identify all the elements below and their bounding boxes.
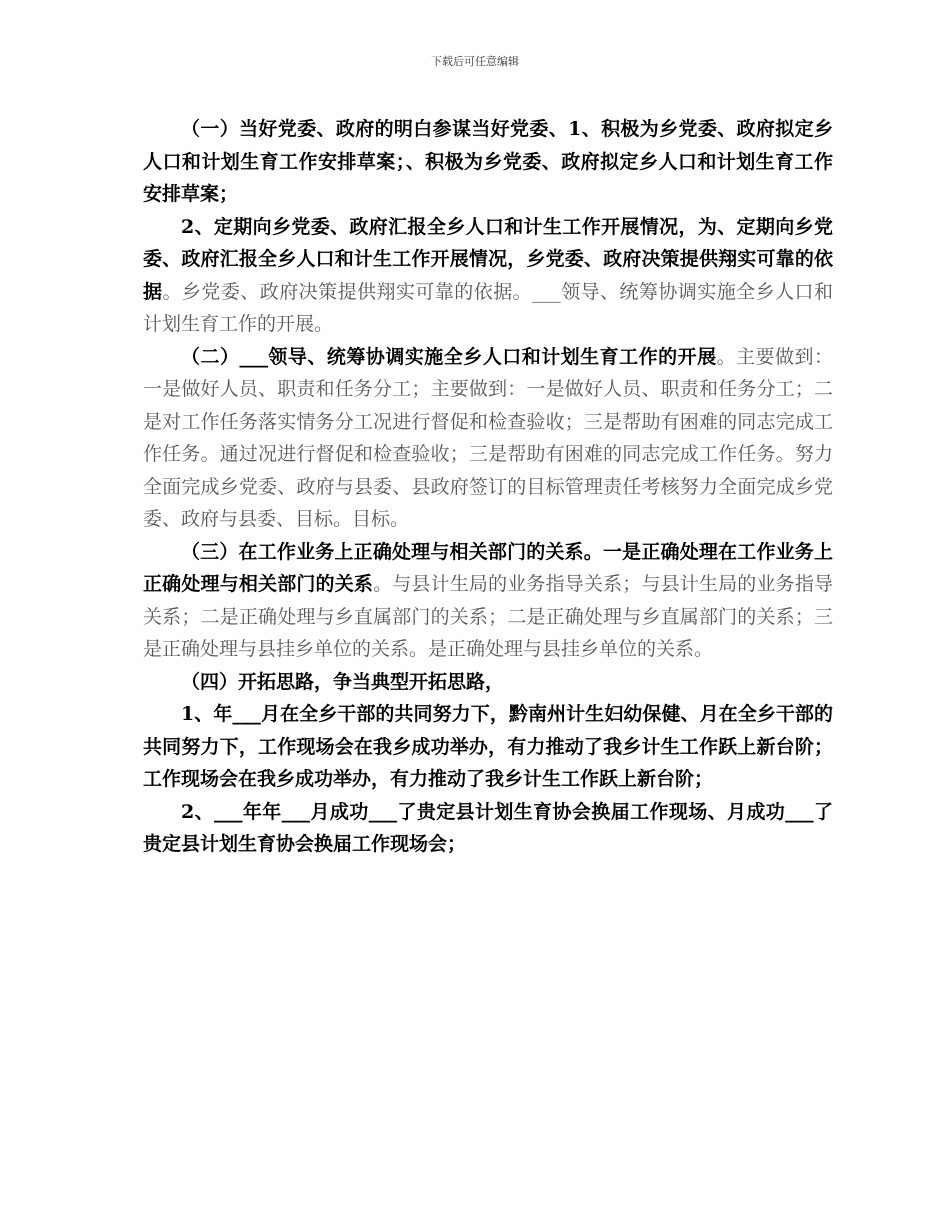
paragraph-5-bold: （四）开拓思路，争当典型开拓思路， [181,670,505,693]
paragraph-7 [143,796,833,861]
paragraph-4 [143,536,833,666]
document-body [143,113,833,861]
paragraph-1-bold: （一）当好党委、政府的明白参谋当好党委、1、积极为乡党委、政府拟定乡人口和计划生育工作安排草案；、积极为乡党委、政府拟定乡人口和计划生育工作安排草案； [143,118,833,205]
paragraph-7-bold: 2、___年年___月成功___了贵定县计划生育协会换届工作现场、月成功___了贵定县计划生育协会换届工作现场会； [143,800,833,855]
paragraph-3 [143,341,833,536]
paragraph-5 [143,666,833,699]
paragraph-2-light: 。乡党委、政府决策提供翔实可靠的依据。___领导、统筹协调实施全乡人口和计划生育工作的开展。 [143,280,833,335]
paragraph-6-bold: 1、年___月在全乡干部的共同努力下，黔南州计生妇幼保健、月在全乡干部的共同努力下，工作现场会在我乡成功举办，有力推动了我乡计生工作跃上新台阶；工作现场会在我乡成功举办，有力推动了我乡计生工作跃上新台阶； [143,703,833,790]
paragraph-2 [143,211,833,341]
paragraph-3-light: 。主要做到：一是做好人员、职责和任务分工；主要做到：一是做好人员、职责和任务分工；二是对工作任务落实情务分工况进行督促和检查验收；三是帮助有困难的同志完成工作任务。通过况进行督促和检查验收；三是帮助有困难的同志完成工作任务。努力全面完成乡党委、政府与县委、县政府签订的目标管理责任考核努力全面完成乡党委、政府与县委、目标。目标。 [143,345,833,530]
paragraph-1 [143,113,833,211]
paragraph-2-bold: 2、定期向乡党委、政府汇报全乡人口和计生工作开展情况，为、定期向乡党委、政府汇报全乡人口和计生工作开展情况，乡党委、政府决策提供翔实可靠的依据 [143,215,833,303]
paragraph-4-light: 。与县计生局的业务指导关系；与县计生局的业务指导关系；二是正确处理与乡直属部门的关系；二是正确处理与乡直属部门的关系；三是正确处理与县挂乡单位的关系。是正确处理与县挂乡单位的关系。 [143,573,833,660]
page-header: 下载后可任意编辑 [431,55,519,68]
paragraph-4-bold: （三）在工作业务上正确处理与相关部门的关系。一是正确处理在工作业务上正确处理与相关部门的关系 [143,540,833,595]
paragraph-6 [143,698,833,796]
paragraph-3-bold: （二）___领导、统筹协调实施全乡人口和计划生育工作的开展 [181,345,717,368]
